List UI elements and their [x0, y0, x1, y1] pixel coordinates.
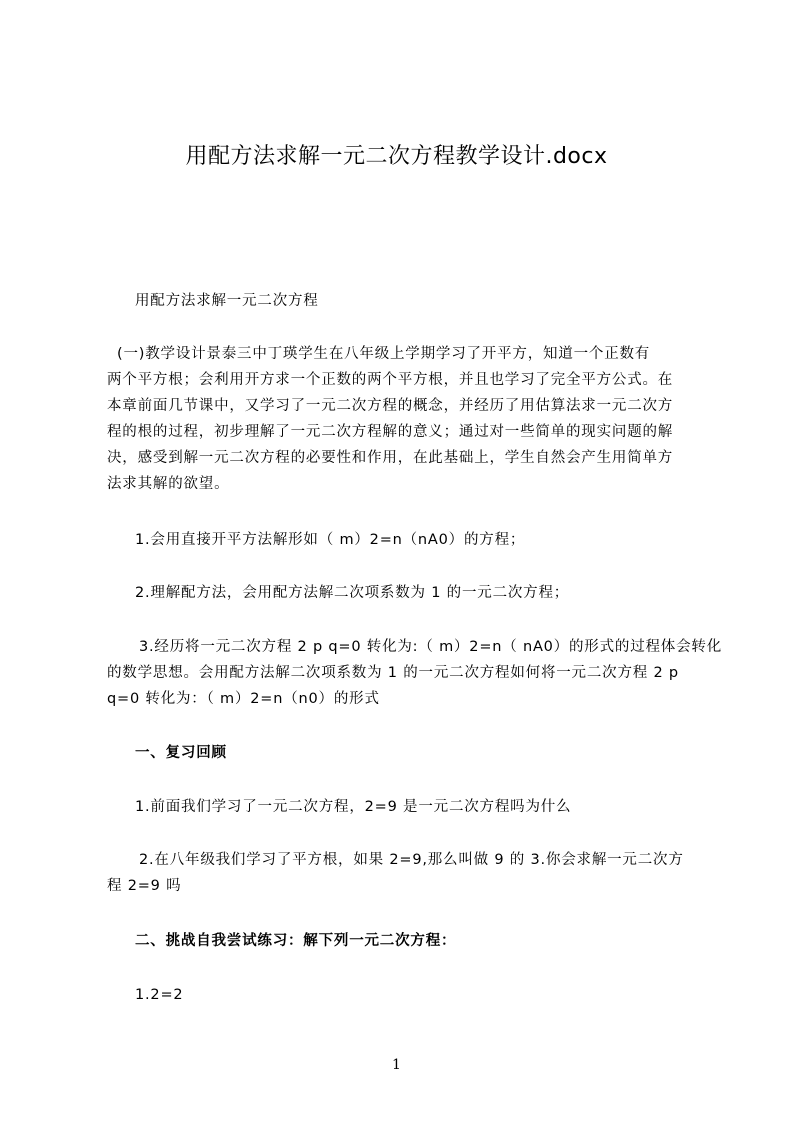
intro-line-1: (一)教学设计景泰三中丁瑛学生在八年级上学期学习了开平方，知道一个正数有	[117, 346, 651, 362]
objective-3-line-2: 的数学思想。会用配方法解二次项系数为 1 的一元二次方程如何将一元二次方程 2 p	[107, 665, 679, 681]
exercise-1: 1.2=2	[135, 987, 184, 1003]
intro-line-5: 决，感受到解一元二次方程的必要性和作用，在此基础上，学生自然会产生用简单方	[107, 450, 674, 466]
objective-2: 2.理解配方法，会用配方法解二次项系数为 1 的一元二次方程；	[135, 585, 570, 601]
objective-3-line-3: q=0 转化为：（ m）2=n（n0）的形式	[107, 691, 380, 707]
objective-3-line-1: 3.经历将一元二次方程 2 p q=0 转化为:（ m）2=n（ nA0）的形式的过程体会转化	[139, 639, 723, 655]
review-question-2-line-2: 程 2=9 吗	[107, 878, 182, 894]
intro-line-3: 本章前面几节课中，又学习了一元二次方程的概念，并经历了用估算法求一元二次方	[107, 398, 674, 414]
review-question-2-line-1: 2.在八年级我们学习了平方根，如果 2=9,那么叫做 9 的 3.你会求解一元二次方	[139, 852, 684, 868]
intro-line-6: 法求其解的欲望。	[107, 476, 230, 492]
section-heading-review: 一、复习回顾	[135, 745, 227, 761]
section-heading-challenge: 二、挑战自我尝试练习：解下列一元二次方程：	[135, 933, 457, 949]
objective-1: 1.会用直接开平方法解形如（ m）2=n（nA0）的方程；	[135, 532, 526, 548]
document-title: 用配方法求解一元二次方程教学设计.docx	[185, 144, 608, 169]
review-question-1: 1.前面我们学习了一元二次方程，2=9 是一元二次方程吗为什么	[135, 799, 572, 815]
intro-line-4: 程的根的过程，初步理解了一元二次方程解的意义；通过对一些简单的现实问题的解	[107, 424, 674, 440]
subtitle: 用配方法求解一元二次方程	[135, 293, 319, 309]
page-number: 1	[392, 1057, 401, 1073]
intro-line-2: 两个平方根；会利用开方求一个正数的两个平方根，并且也学习了完全平方公式。在	[107, 372, 674, 388]
